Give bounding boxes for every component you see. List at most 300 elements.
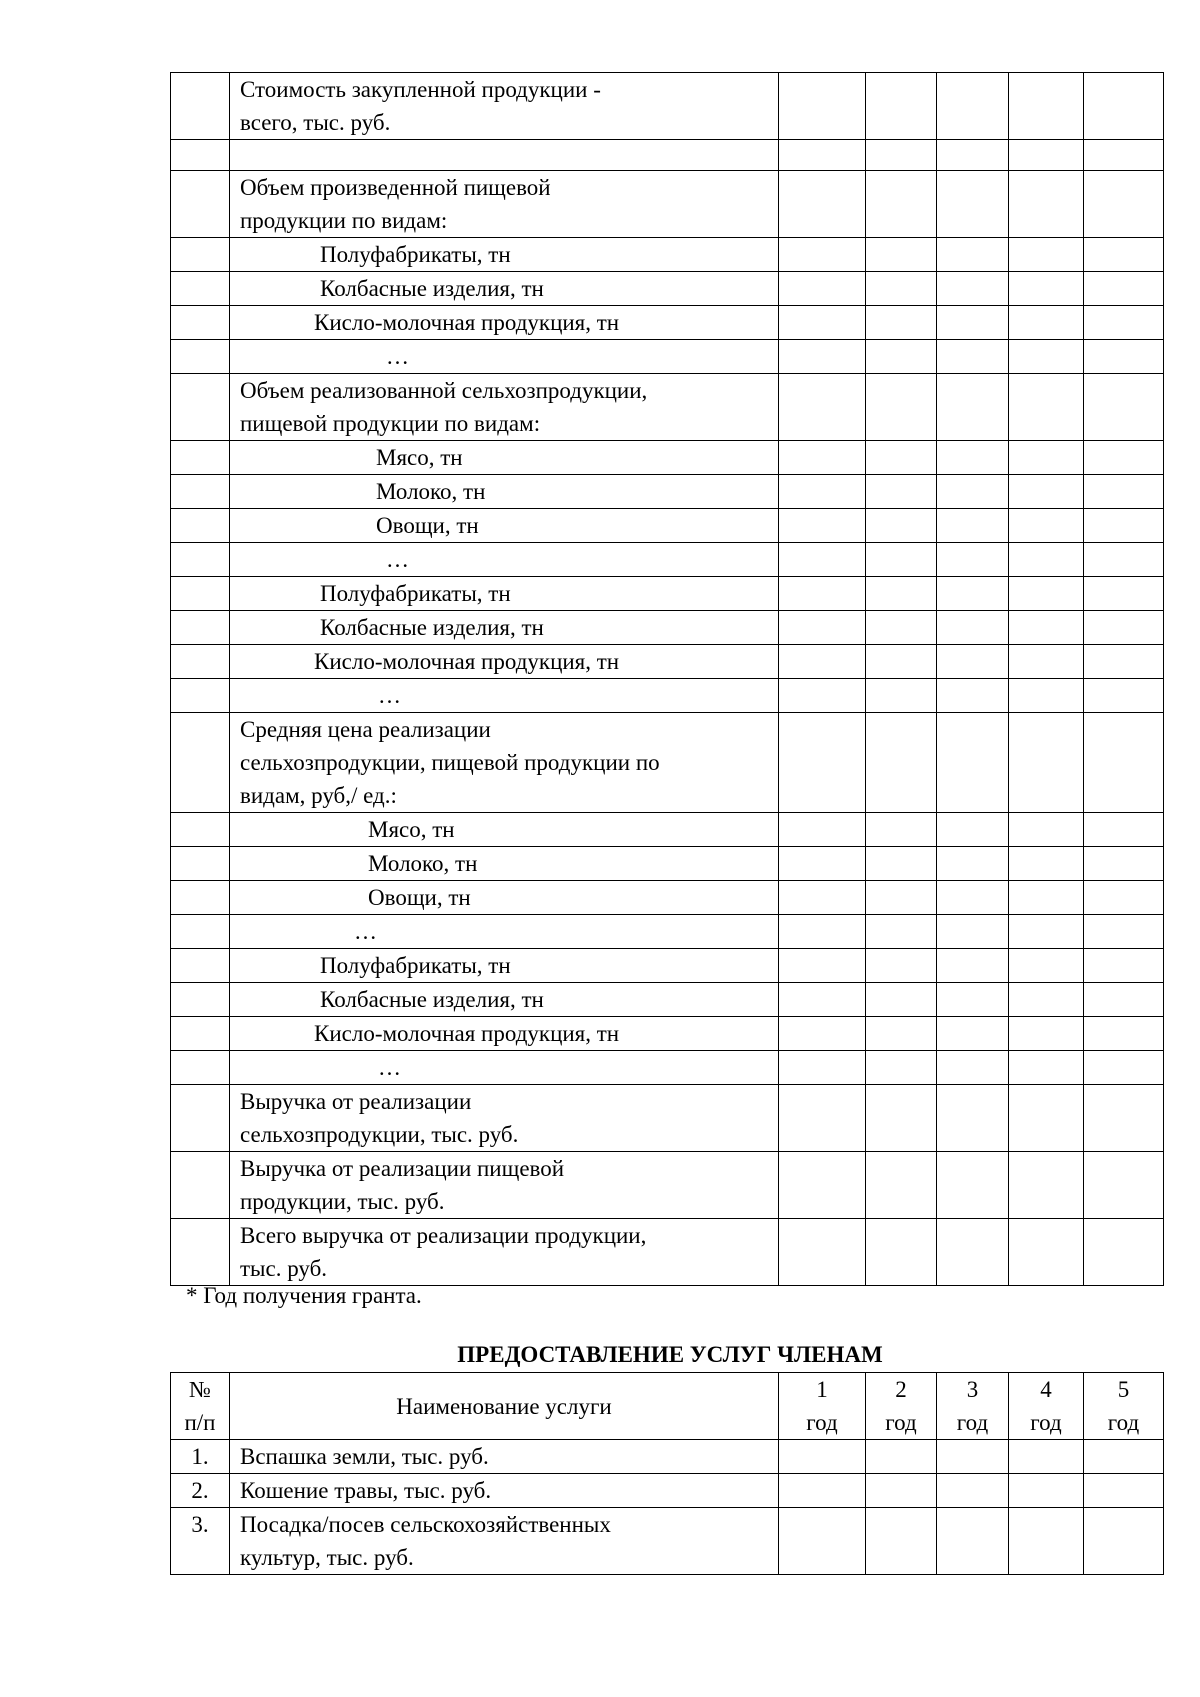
row-number-cell (171, 73, 230, 140)
year-4-value-cell[interactable] (1009, 679, 1084, 713)
indicator-label-cell (230, 713, 779, 813)
row-number-cell (171, 949, 230, 983)
year-1-value-cell[interactable] (779, 611, 866, 645)
year-5-value-cell[interactable] (1084, 577, 1164, 611)
year-1-value-cell[interactable] (779, 847, 866, 881)
indicator-label: … (386, 547, 409, 572)
table-row (171, 475, 1164, 509)
year-1-value-cell[interactable] (779, 171, 866, 238)
year-3-value-cell[interactable] (937, 1219, 1009, 1286)
year-1-value-cell[interactable] (779, 1085, 866, 1152)
indicator-label: Колбасные изделия, тн (320, 276, 544, 301)
year-3-value-cell[interactable] (937, 915, 1009, 949)
indicator-label: Кисло-молочная продукция, тн (314, 1021, 620, 1046)
year-2-value-cell[interactable] (866, 915, 937, 949)
year-4-value-cell[interactable] (1009, 1051, 1084, 1085)
service-name: Вспашка земли, тыс. руб. (240, 1444, 489, 1469)
year-3-value-cell[interactable] (937, 713, 1009, 813)
year-4-value-cell[interactable] (1009, 1085, 1084, 1152)
row-number-cell (171, 238, 230, 272)
year-3-value-cell[interactable] (937, 847, 1009, 881)
year-3-value-cell[interactable] (937, 171, 1009, 238)
table-row (171, 140, 1164, 171)
year-1-value-cell[interactable] (779, 713, 866, 813)
header-number-abbr: п/п (184, 1410, 216, 1435)
year-1-value-cell[interactable] (779, 915, 866, 949)
table-row (171, 645, 1164, 679)
year-4-value-cell[interactable] (1009, 1219, 1084, 1286)
year-4-value-cell[interactable] (1009, 374, 1084, 441)
year-3-value-cell[interactable] (937, 306, 1009, 340)
indicator-label-cell (230, 306, 779, 340)
year-4-value-cell[interactable] (1009, 73, 1084, 140)
year-5-value-cell[interactable] (1084, 611, 1164, 645)
indicator-label-cell (230, 847, 779, 881)
year-3-value-cell[interactable] (937, 441, 1009, 475)
year-2-value-cell[interactable] (866, 73, 937, 140)
year-1-value-cell[interactable] (779, 1017, 866, 1051)
row-number-cell (171, 881, 230, 915)
year-1-value-cell[interactable] (779, 441, 866, 475)
indicator-label-cell (230, 140, 779, 171)
indicator-label-cell (230, 611, 779, 645)
year-3-value-cell[interactable] (937, 983, 1009, 1017)
indicator-label: видам, руб,/ ед.: (240, 783, 397, 808)
year-2-value-cell[interactable] (866, 238, 937, 272)
table-row (171, 238, 1164, 272)
row-number-cell (171, 915, 230, 949)
row-number-cell (171, 509, 230, 543)
row-number-cell (171, 272, 230, 306)
indicator-label-cell (230, 1219, 779, 1286)
row-number-cell (171, 679, 230, 713)
service-year-3-cell[interactable] (937, 1440, 1009, 1474)
year-2-value-cell[interactable] (866, 611, 937, 645)
year-5-value-cell[interactable] (1084, 1219, 1164, 1286)
year-2-value-cell[interactable] (866, 881, 937, 915)
service-year-4-cell[interactable] (1009, 1474, 1084, 1508)
service-year-4-cell[interactable] (1009, 1508, 1084, 1575)
service-year-4-cell[interactable] (1009, 1440, 1084, 1474)
service-number: 2. (171, 1474, 230, 1508)
indicator-label: Овощи, тн (368, 885, 471, 910)
production-table (170, 72, 1164, 1286)
section-heading: ПРЕДОСТАВЛЕНИЕ УСЛУГ ЧЛЕНАМ (457, 1342, 883, 1367)
year-1-value-cell[interactable] (779, 475, 866, 509)
year-4-value-cell[interactable] (1009, 140, 1084, 171)
year-4-value-cell[interactable] (1009, 509, 1084, 543)
indicator-label: продукции по видам: (240, 208, 448, 233)
service-number: 1. (171, 1440, 230, 1474)
indicator-label: Объем произведенной пищевой (240, 175, 551, 200)
indicator-label-cell (230, 881, 779, 915)
indicator-label-cell (230, 1017, 779, 1051)
service-year-3-cell[interactable] (937, 1474, 1009, 1508)
year-2-value-cell[interactable] (866, 140, 937, 171)
year-1-value-cell[interactable] (779, 1051, 866, 1085)
year-1-value-cell[interactable] (779, 1219, 866, 1286)
indicator-label: сельхозпродукции, тыс. руб. (240, 1122, 519, 1147)
year-2-value-cell[interactable] (866, 847, 937, 881)
header-number-cell (171, 1373, 230, 1440)
indicator-label-cell (230, 374, 779, 441)
table-row (171, 983, 1164, 1017)
year-5-value-cell[interactable] (1084, 847, 1164, 881)
table-row (171, 374, 1164, 441)
year-5-value-cell[interactable] (1084, 679, 1164, 713)
year-1-value-cell[interactable] (779, 813, 866, 847)
year-5-value-cell[interactable] (1084, 475, 1164, 509)
indicator-label: всего, тыс. руб. (240, 110, 391, 135)
year-3-value-cell[interactable] (937, 1152, 1009, 1219)
year-4-value-cell[interactable] (1009, 171, 1084, 238)
indicator-label: … (378, 1055, 401, 1080)
indicator-label: Мясо, тн (376, 445, 463, 470)
year-5-value-cell[interactable] (1084, 713, 1164, 813)
year-1-value-cell[interactable] (779, 543, 866, 577)
year-1-value-cell[interactable] (779, 577, 866, 611)
row-number-cell (171, 441, 230, 475)
service-year-5-cell[interactable] (1084, 1508, 1164, 1575)
indicator-label: Стоимость закупленной продукции - (240, 77, 601, 102)
year-4-value-cell[interactable] (1009, 915, 1084, 949)
header-service-name: Наименование услуги (230, 1373, 779, 1440)
indicator-label: Выручка от реализации пищевой (240, 1156, 565, 1181)
service-year-1-cell[interactable] (779, 1474, 866, 1508)
table-row (171, 340, 1164, 374)
year-2-value-cell[interactable] (866, 983, 937, 1017)
year-1-value-cell[interactable] (779, 73, 866, 140)
indicator-label-cell (230, 272, 779, 306)
year-1-value-cell[interactable] (779, 340, 866, 374)
year-2-value-cell[interactable] (866, 306, 937, 340)
table-row (171, 611, 1164, 645)
indicator-label-cell (230, 679, 779, 713)
indicator-label: Полуфабрикаты, тн (320, 953, 511, 978)
year-5-value-cell[interactable] (1084, 441, 1164, 475)
header-year-1: 1 год (779, 1373, 866, 1440)
service-name-cell (230, 1440, 779, 1474)
indicator-label-cell (230, 171, 779, 238)
indicator-label-cell (230, 340, 779, 374)
table-row (171, 73, 1164, 140)
row-number-cell (171, 1051, 230, 1085)
table-row (171, 1219, 1164, 1286)
indicator-label-cell (230, 1051, 779, 1085)
indicator-label: Полуфабрикаты, тн (320, 581, 511, 606)
row-number-cell (171, 306, 230, 340)
services-table (170, 1372, 1164, 1575)
year-5-value-cell[interactable] (1084, 813, 1164, 847)
service-row (171, 1508, 1164, 1575)
indicator-label: … (386, 344, 409, 369)
indicator-label: … (354, 919, 377, 944)
indicator-label: Полуфабрикаты, тн (320, 242, 511, 267)
row-number-cell (171, 1219, 230, 1286)
indicator-label: тыс. руб. (240, 1256, 328, 1281)
indicator-label: Объем реализованной сельхозпродукции, (240, 378, 648, 403)
year-4-value-cell[interactable] (1009, 813, 1084, 847)
indicator-label-cell (230, 441, 779, 475)
year-3-value-cell[interactable] (937, 1017, 1009, 1051)
year-4-value-cell[interactable] (1009, 238, 1084, 272)
table-row (171, 713, 1164, 813)
year-3-value-cell[interactable] (937, 238, 1009, 272)
row-number-cell (171, 1017, 230, 1051)
table-row (171, 306, 1164, 340)
year-1-value-cell[interactable] (779, 238, 866, 272)
row-number-cell (171, 577, 230, 611)
year-3-value-cell[interactable] (937, 881, 1009, 915)
header-year-4: 4 год (1009, 1373, 1084, 1440)
year-2-value-cell[interactable] (866, 577, 937, 611)
year-1-value-cell[interactable] (779, 306, 866, 340)
year-2-value-cell[interactable] (866, 374, 937, 441)
year-2-value-cell[interactable] (866, 340, 937, 374)
row-number-cell (171, 140, 230, 171)
year-4-value-cell[interactable] (1009, 611, 1084, 645)
table-row (171, 881, 1164, 915)
year-1-value-cell[interactable] (779, 881, 866, 915)
service-name-cell (230, 1508, 779, 1575)
year-3-value-cell[interactable] (937, 813, 1009, 847)
year-4-value-cell[interactable] (1009, 306, 1084, 340)
year-5-value-cell[interactable] (1084, 1051, 1164, 1085)
service-name: Кошение травы, тыс. руб. (240, 1478, 492, 1503)
header-year-5: 5 год (1084, 1373, 1164, 1440)
indicator-label: … (378, 683, 401, 708)
indicator-label-cell (230, 983, 779, 1017)
row-number-cell (171, 475, 230, 509)
indicator-label: Средняя цена реализации (240, 717, 491, 742)
year-5-value-cell[interactable] (1084, 949, 1164, 983)
row-number-cell (171, 543, 230, 577)
indicator-label: Овощи, тн (376, 513, 479, 538)
service-year-3-cell[interactable] (937, 1508, 1009, 1575)
table-row (171, 272, 1164, 306)
year-5-value-cell[interactable] (1084, 140, 1164, 171)
year-1-value-cell[interactable] (779, 140, 866, 171)
year-4-value-cell[interactable] (1009, 577, 1084, 611)
indicator-label: Колбасные изделия, тн (320, 987, 544, 1012)
year-4-value-cell[interactable] (1009, 272, 1084, 306)
indicator-label-cell (230, 238, 779, 272)
year-3-value-cell[interactable] (937, 140, 1009, 171)
year-4-value-cell[interactable] (1009, 713, 1084, 813)
row-number-cell (171, 847, 230, 881)
year-2-value-cell[interactable] (866, 1085, 937, 1152)
year-2-value-cell[interactable] (866, 272, 937, 306)
table-row (171, 577, 1164, 611)
year-5-value-cell[interactable] (1084, 238, 1164, 272)
year-4-value-cell[interactable] (1009, 881, 1084, 915)
service-year-5-cell[interactable] (1084, 1474, 1164, 1508)
year-1-value-cell[interactable] (779, 983, 866, 1017)
year-4-value-cell[interactable] (1009, 543, 1084, 577)
table-row (171, 949, 1164, 983)
year-2-value-cell[interactable] (866, 1051, 937, 1085)
indicator-label-cell (230, 813, 779, 847)
year-3-value-cell[interactable] (937, 475, 1009, 509)
year-5-value-cell[interactable] (1084, 509, 1164, 543)
year-2-value-cell[interactable] (866, 543, 937, 577)
year-3-value-cell[interactable] (937, 272, 1009, 306)
year-1-value-cell[interactable] (779, 272, 866, 306)
table-row (171, 441, 1164, 475)
year-1-value-cell[interactable] (779, 374, 866, 441)
year-4-value-cell[interactable] (1009, 475, 1084, 509)
table-row (171, 1017, 1164, 1051)
year-3-value-cell[interactable] (937, 543, 1009, 577)
table-row (171, 813, 1164, 847)
indicator-label-cell (230, 543, 779, 577)
table-row (171, 915, 1164, 949)
year-2-value-cell[interactable] (866, 171, 937, 238)
service-number: 3. (171, 1508, 230, 1575)
table-row (171, 847, 1164, 881)
year-4-value-cell[interactable] (1009, 1017, 1084, 1051)
year-5-value-cell[interactable] (1084, 915, 1164, 949)
indicator-label: Выручка от реализации (240, 1089, 472, 1114)
row-number-cell (171, 1152, 230, 1219)
year-5-value-cell[interactable] (1084, 340, 1164, 374)
year-2-value-cell[interactable] (866, 713, 937, 813)
indicator-label-cell (230, 577, 779, 611)
year-3-value-cell[interactable] (937, 1085, 1009, 1152)
year-1-value-cell[interactable] (779, 1152, 866, 1219)
row-number-cell (171, 374, 230, 441)
service-year-2-cell[interactable] (866, 1440, 937, 1474)
table-row (171, 543, 1164, 577)
service-name: культур, тыс. руб. (240, 1545, 414, 1570)
year-1-value-cell[interactable] (779, 645, 866, 679)
indicator-label-cell (230, 915, 779, 949)
indicator-label: Колбасные изделия, тн (320, 615, 544, 640)
year-3-value-cell[interactable] (937, 509, 1009, 543)
year-1-value-cell[interactable] (779, 679, 866, 713)
service-year-1-cell[interactable] (779, 1508, 866, 1575)
year-5-value-cell[interactable] (1084, 374, 1164, 441)
year-5-value-cell[interactable] (1084, 171, 1164, 238)
table-row (171, 1152, 1164, 1219)
header-year-2: 2 год (866, 1373, 937, 1440)
year-5-value-cell[interactable] (1084, 272, 1164, 306)
indicator-label: продукции, тыс. руб. (240, 1189, 445, 1214)
row-number-cell (171, 611, 230, 645)
indicator-label-cell (230, 475, 779, 509)
year-3-value-cell[interactable] (937, 949, 1009, 983)
row-number-cell (171, 1085, 230, 1152)
year-4-value-cell[interactable] (1009, 1152, 1084, 1219)
year-3-value-cell[interactable] (937, 1051, 1009, 1085)
year-5-value-cell[interactable] (1084, 306, 1164, 340)
year-4-value-cell[interactable] (1009, 645, 1084, 679)
year-5-value-cell[interactable] (1084, 1017, 1164, 1051)
year-5-value-cell[interactable] (1084, 1152, 1164, 1219)
service-year-1-cell[interactable] (779, 1440, 866, 1474)
service-year-2-cell[interactable] (866, 1508, 937, 1575)
year-2-value-cell[interactable] (866, 441, 937, 475)
table-row (171, 679, 1164, 713)
year-3-value-cell[interactable] (937, 577, 1009, 611)
indicator-label-cell (230, 1085, 779, 1152)
service-name-cell (230, 1474, 779, 1508)
year-1-value-cell[interactable] (779, 509, 866, 543)
table-row (171, 171, 1164, 238)
year-3-value-cell[interactable] (937, 374, 1009, 441)
year-5-value-cell[interactable] (1084, 1085, 1164, 1152)
service-row (171, 1474, 1164, 1508)
year-2-value-cell[interactable] (866, 1219, 937, 1286)
indicator-label: Молоко, тн (376, 479, 486, 504)
service-year-5-cell[interactable] (1084, 1440, 1164, 1474)
footnote: * Год получения гранта. (186, 1283, 422, 1308)
indicator-label: сельхозпродукции, пищевой продукции по (240, 750, 660, 775)
year-2-value-cell[interactable] (866, 949, 937, 983)
indicator-label: пищевой продукции по видам: (240, 411, 541, 436)
year-5-value-cell[interactable] (1084, 983, 1164, 1017)
year-2-value-cell[interactable] (866, 1017, 937, 1051)
indicator-label: Мясо, тн (368, 817, 455, 842)
row-number-cell (171, 340, 230, 374)
year-2-value-cell[interactable] (866, 645, 937, 679)
year-3-value-cell[interactable] (937, 679, 1009, 713)
year-5-value-cell[interactable] (1084, 73, 1164, 140)
indicator-label-cell (230, 509, 779, 543)
row-number-cell (171, 983, 230, 1017)
services-header-row (171, 1373, 1164, 1440)
indicator-label: Кисло-молочная продукция, тн (314, 310, 620, 335)
year-3-value-cell[interactable] (937, 645, 1009, 679)
indicator-label-cell (230, 949, 779, 983)
row-number-cell (171, 813, 230, 847)
year-4-value-cell[interactable] (1009, 847, 1084, 881)
row-number-cell (171, 713, 230, 813)
indicator-label-cell (230, 1152, 779, 1219)
indicator-label-cell (230, 73, 779, 140)
header-year-3: 3 год (937, 1373, 1009, 1440)
service-row (171, 1440, 1164, 1474)
year-4-value-cell[interactable] (1009, 340, 1084, 374)
year-2-value-cell[interactable] (866, 1152, 937, 1219)
year-3-value-cell[interactable] (937, 73, 1009, 140)
year-5-value-cell[interactable] (1084, 881, 1164, 915)
year-3-value-cell[interactable] (937, 340, 1009, 374)
service-name: Посадка/посев сельскохозяйственных (240, 1512, 611, 1537)
year-5-value-cell[interactable] (1084, 543, 1164, 577)
year-1-value-cell[interactable] (779, 949, 866, 983)
year-2-value-cell[interactable] (866, 813, 937, 847)
table-row (171, 1085, 1164, 1152)
year-2-value-cell[interactable] (866, 475, 937, 509)
year-2-value-cell[interactable] (866, 509, 937, 543)
year-3-value-cell[interactable] (937, 611, 1009, 645)
row-number-cell (171, 171, 230, 238)
table-row (171, 1051, 1164, 1085)
year-4-value-cell[interactable] (1009, 441, 1084, 475)
indicator-label-cell (230, 645, 779, 679)
year-2-value-cell[interactable] (866, 679, 937, 713)
service-year-2-cell[interactable] (866, 1474, 937, 1508)
year-4-value-cell[interactable] (1009, 983, 1084, 1017)
indicator-label: Всего выручка от реализации продукции, (240, 1223, 647, 1248)
table-row (171, 509, 1164, 543)
indicator-label: Молоко, тн (368, 851, 478, 876)
row-number-cell (171, 645, 230, 679)
year-4-value-cell[interactable] (1009, 949, 1084, 983)
year-5-value-cell[interactable] (1084, 645, 1164, 679)
header-number-symbol: № (189, 1377, 211, 1402)
